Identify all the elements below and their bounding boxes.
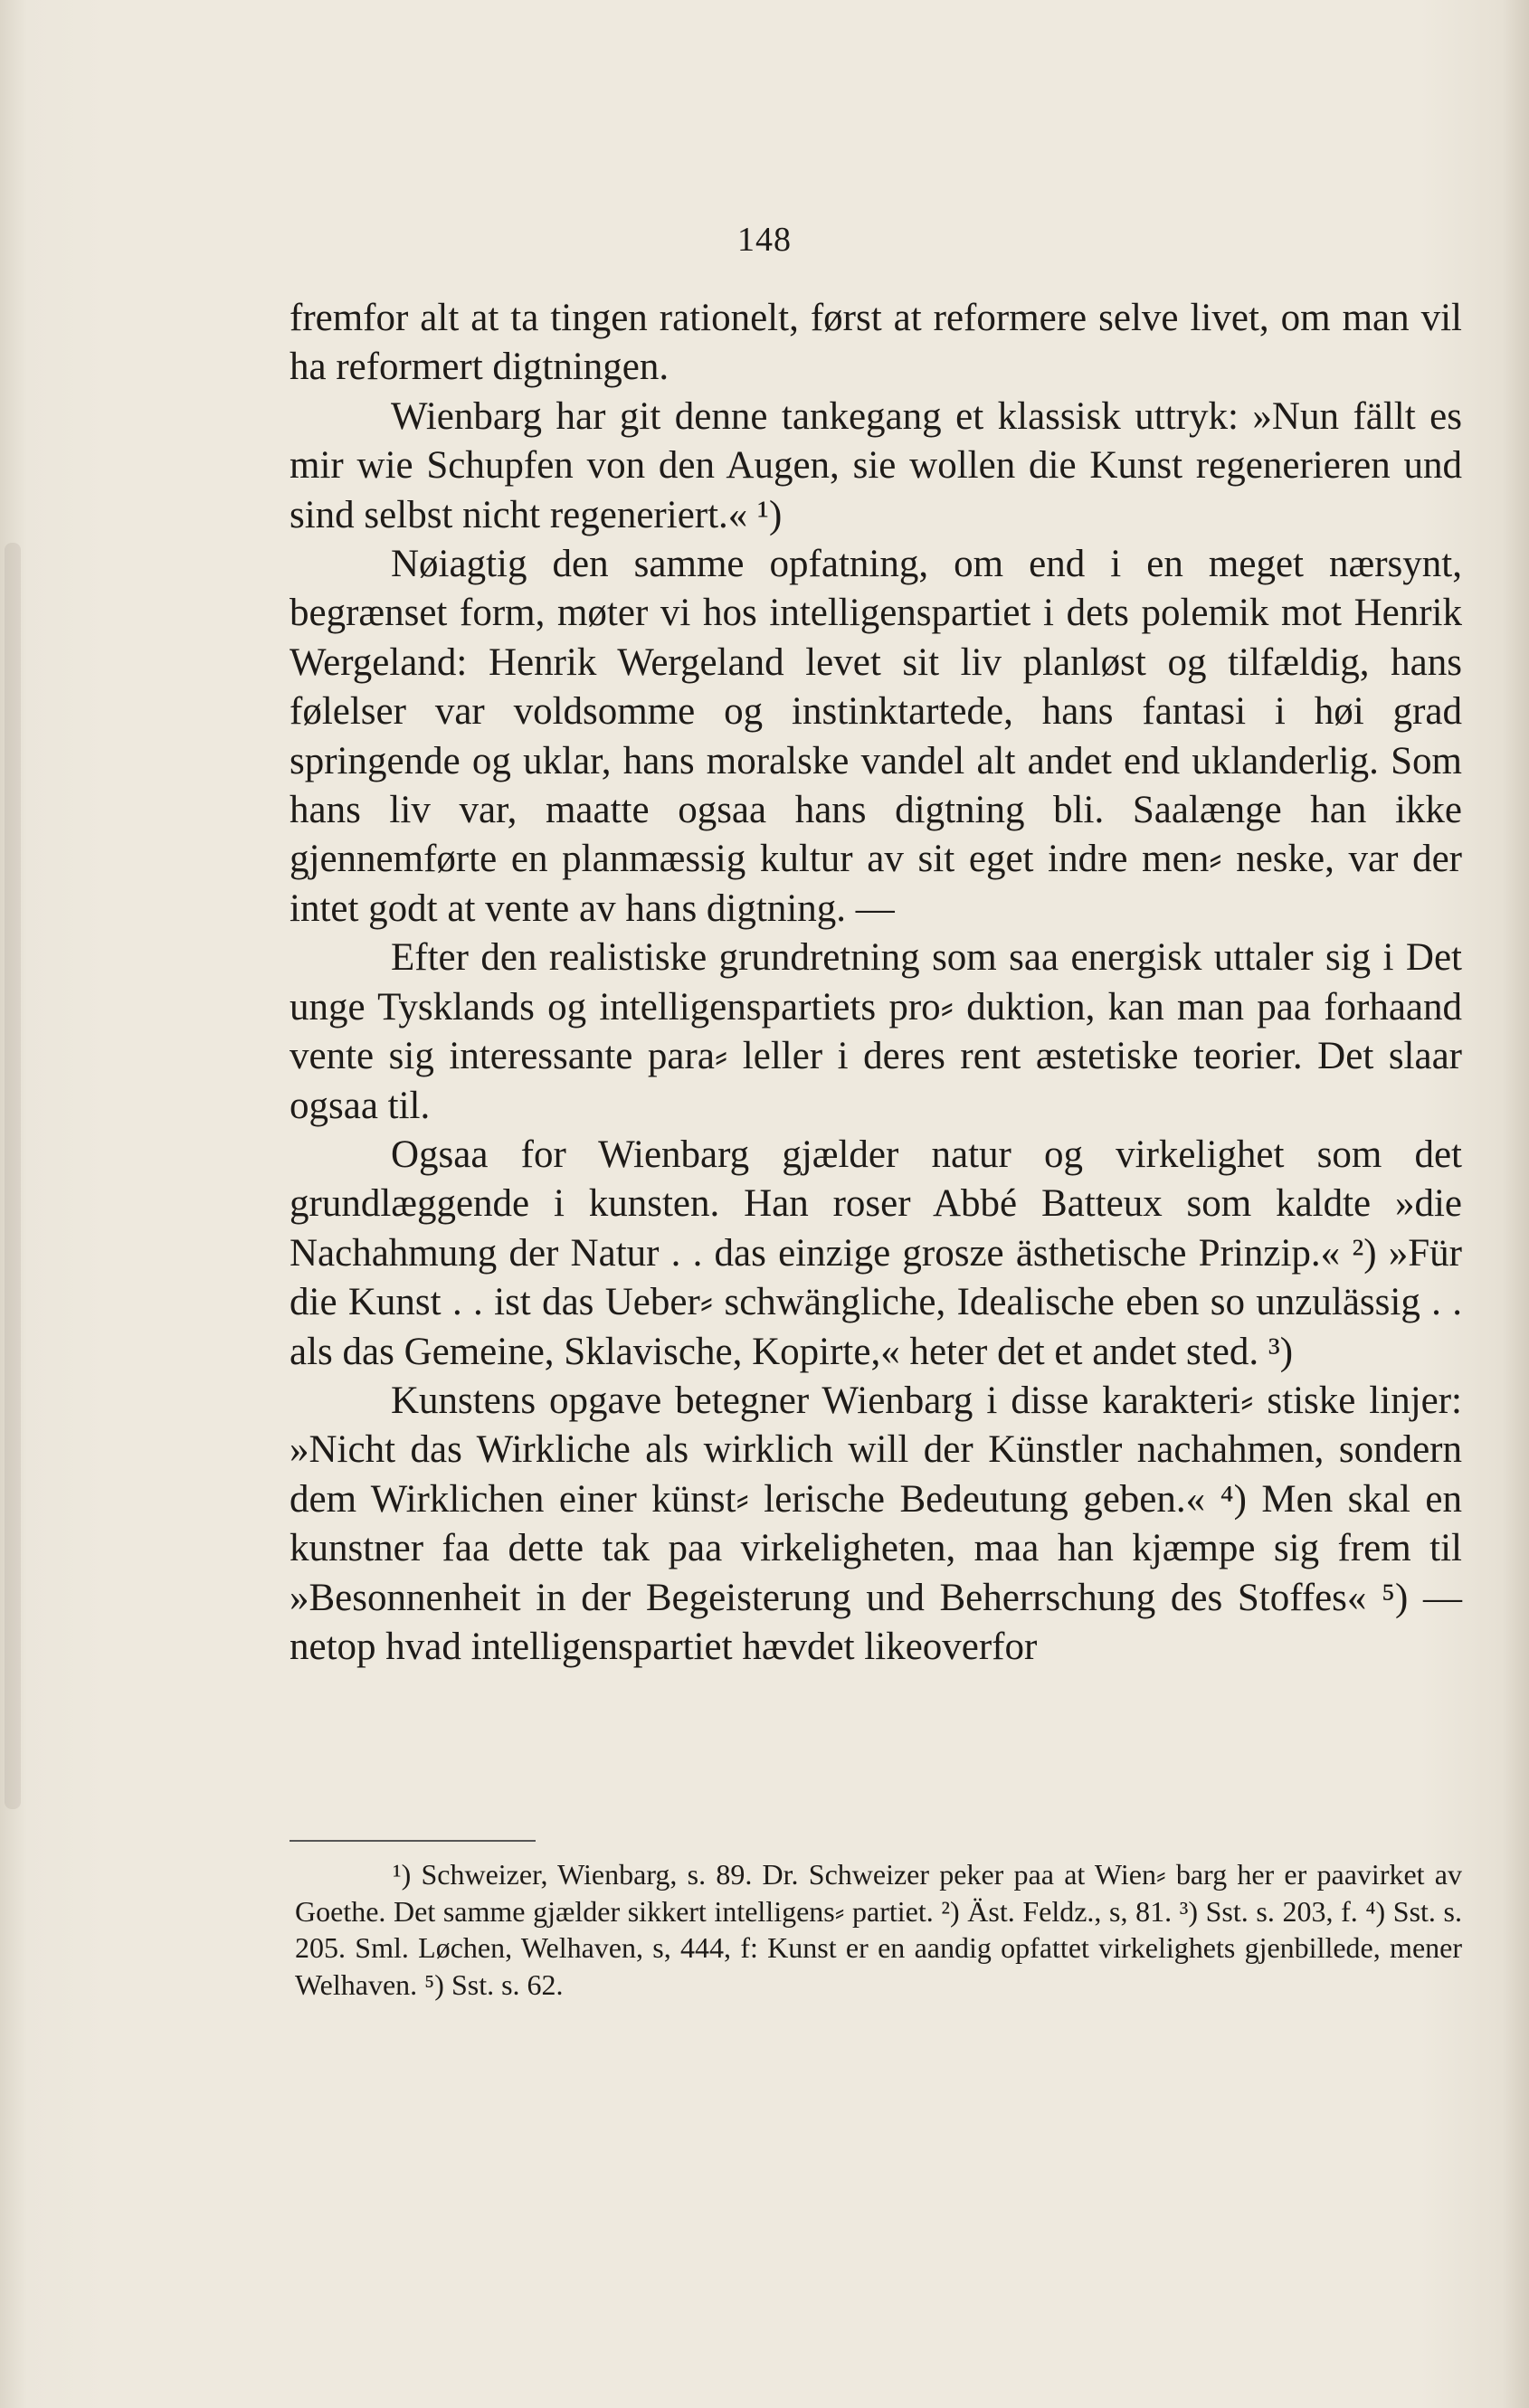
paragraph-2: Wienbarg har git denne tankegang et klassisk uttryk: »Nun fällt es mir wie Schupfen von den Augen, sie wollen die Kunst regenerieren und sind selbst nicht regeneriert.« ¹) [290,394,1462,536]
footnote-block: ¹) Schweizer, Wienbarg, s. 89. Dr. Schweizer peker paa at Wien⸗ barg her er paavirket av Goethe. Det samme gjælder sikkert intelligens⸗ partiet. ²) Äst. Feldz., s, 81. ³) Sst. s. 203, f. ⁴) Sst. s. 205. Sml. Løchen, Welhaven, s, 444, f: Kunst er en aandig opfattet virkelighets gjenbillede, mener Welhaven. ⁵) Sst. s. 62. [295,1858,1462,2001]
paragraph-6: Kunstens opgave betegner Wienbarg i disse karakteri⸗ stiske linjer: »Nicht das Wirkliche als wirklich will der Künstler nachahmen, sondern dem Wirklichen einer künst⸗ lerische Bedeutung geben.« ⁴) Men skal en kunstner faa dette tak paa virkeligheten, maa han kjæmpe sig frem til »Besonnenheit in der Begeisterung und Beherrschung des Stoffes« ⁵) — netop hvad intelligenspartiet hævdet likeoverfor [290,1379,1462,1668]
page-number: 148 [737,221,792,259]
paragraph-4: Efter den realistiske grundretning som saa energisk uttaler sig i Det unge Tysklands og intelligenspartiets pro⸗ duktion, kan man paa forhaand vente sig interessante para⸗ leller i deres rent æstetiske teorier. Det slaar ogsaa til. [290,936,1462,1127]
footnote-divider [290,1840,536,1842]
footnotes [295,1856,1462,2003]
page-edge-shadow [5,543,21,1809]
paragraph-1: fremfor alt at ta tingen rationelt, først at reformere selve livet, om man vil ha reformert digtningen. [290,297,1462,389]
main-text [290,294,1462,1672]
paragraph-5: Ogsaa for Wienbarg gjælder natur og virkelighet som det grundlæggende i kunsten. Han roser Abbé Batteux som kaldte »die Nachahmung der Natur . . das einzige grosze ästhetische Prinzip.« ²) »Für die Kunst . . ist das Ueber⸗ schwängliche, Idealische eben so unzulässig . . als das Gemeine, Sklavische, Kopirte,« heter det et andet sted. ³) [290,1133,1462,1373]
paragraph-3: Nøiagtig den samme opfatning, om end i en meget nærsynt, begrænset form, møter vi hos intelligenspartiet i dets polemik mot Henrik Wergeland: Henrik Wergeland levet sit liv planløst og tilfældig, hans følelser var voldsomme og instinktartede, hans fantasi i høi grad springende og uklar, hans moralske vandel alt andet end uklanderlig. Som hans liv var, maatte ogsaa hans digtning bli. Saalænge han ikke gjennemførte en planmæssig kultur av sit eget indre men⸗ neske, var der intet godt at vente av hans digtning. — [290,543,1462,930]
